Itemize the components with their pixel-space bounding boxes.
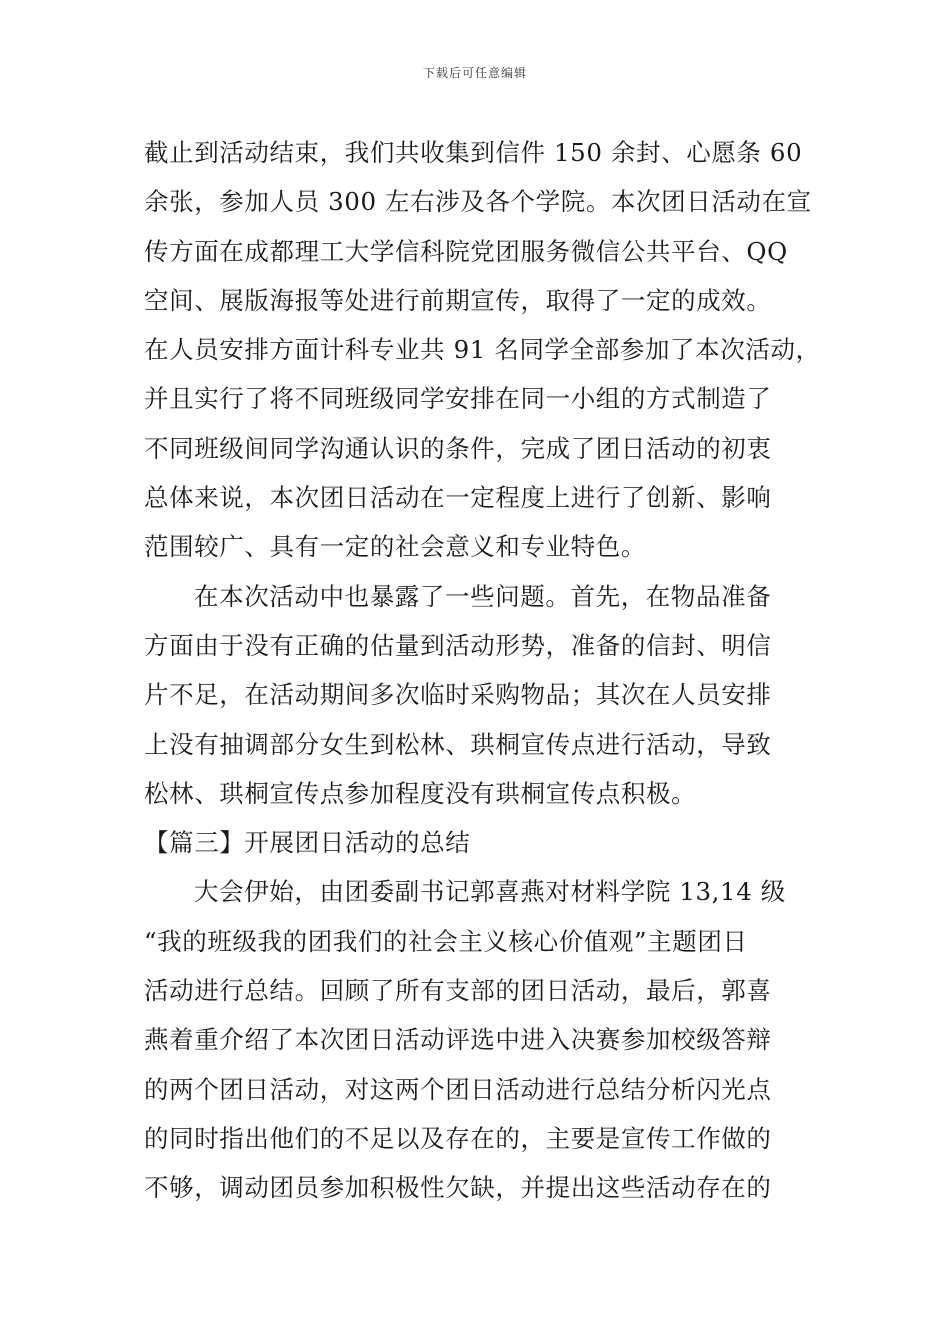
text-line: 截止到活动结束，我们共收集到信件 150 余封、心愿条 60 (144, 138, 803, 167)
document-body (144, 128, 821, 1213)
text-line: 不同班级间同学沟通认识的条件，完成了团日活动的初衷 (144, 433, 772, 463)
text-line: 并且实行了将不同班级同学安排在同一小组的方式制造了 (144, 384, 772, 414)
text-line: 的两个团日活动，对这两个团日活动进行总结分析闪光点 (144, 1074, 772, 1104)
text-line: 松林、珙桐宣传点参加程度没有珙桐宣传点积极。 (144, 778, 697, 808)
text-line: 在本次活动中也暴露了一些问题。首先，在物品准备 (194, 581, 772, 611)
section-heading: 【篇三】开展团日活动的总结 (144, 828, 471, 858)
text-line: “我的班级我的团我们的社会主义核心价值观”主题团日 (144, 926, 748, 956)
text-line: 燕着重介绍了本次团日活动评选中进入决赛参加校级答辩 (144, 1025, 772, 1055)
text-line: 范围较广、具有一定的社会意义和专业特色。 (144, 532, 646, 562)
text-line: 不够，调动团员参加积极性欠缺，并提出这些活动存在的 (144, 1173, 772, 1203)
text-line: 余张，参加人员 300 左右涉及各个学院。本次团日活动在宣 (144, 187, 812, 217)
text-line: 上没有抽调部分女生到松林、珙桐宣传点进行活动，导致 (144, 729, 772, 759)
text-line: 空间、展版海报等处进行前期宣传，取得了一定的成效。 (144, 285, 772, 315)
text-line: 活动进行总结。回顾了所有支部的团日活动，最后，郭喜 (144, 976, 772, 1006)
text-line: 大会伊始，由团委副书记郭喜燕对材料学院 13,14 级 (194, 877, 786, 907)
text-line: 片不足，在活动期间多次临时采购物品；其次在人员安排 (144, 680, 772, 710)
text-line: 总体来说，本次团日活动在一定程度上进行了创新、影响 (144, 483, 772, 513)
text-line: 在人员安排方面计科专业共 91 名同学全部参加了本次活动， (144, 335, 821, 365)
text-line: 的同时指出他们的不足以及存在的，主要是宣传工作做的 (144, 1123, 772, 1153)
page-header: 下载后可任意编辑 (422, 66, 527, 80)
text-line: 传方面在成都理工大学信科院党团服务微信公共平台、QQ (144, 236, 788, 266)
text-line: 方面由于没有正确的估量到活动形势，准备的信封、明信 (144, 630, 772, 660)
